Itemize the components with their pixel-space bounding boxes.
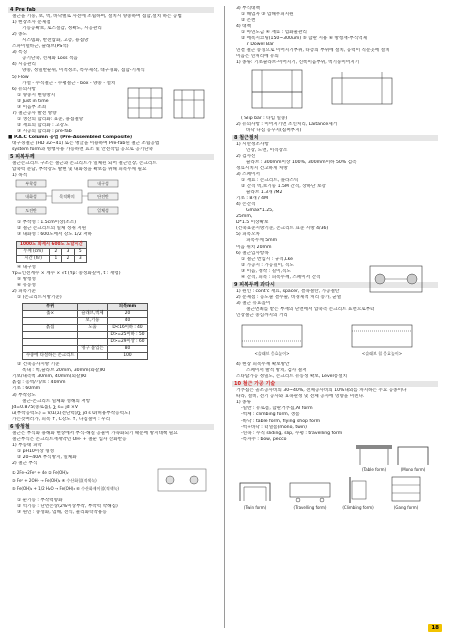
formula: ① 2Fe→2Fe² + 4e ② Fe(OH)₂ [12, 470, 69, 476]
text-line: 4) 대책 [236, 24, 252, 30]
text-line: ① 아연도금 ④ 재료 : 염화물관리 [241, 30, 307, 36]
purpose-node: 내구성 [97, 181, 109, 187]
cover-table [22, 303, 148, 360]
purpose-diagram [8, 179, 128, 217]
table-row [17, 248, 87, 255]
table-cell [78, 332, 107, 339]
cover-body [8, 161, 214, 179]
text-line: 1) 부동태 피막 [12, 442, 42, 448]
text-line: 가설 - 수직철근 - 수평철근 - box - 양중 - 설치 [22, 80, 116, 86]
text-line: 1) 원인 : cont'c 재료, spacer, 결속철탄, 가공철탄 [236, 288, 340, 294]
formula: ⑤ Fe(OH)₂ + 1/2 H₂O → Fe(OH)₃ ⑥ 수산화제이철(적색녹) [12, 486, 119, 492]
figure-caption: <슬래브 응효높이> [254, 351, 290, 357]
text-line: ③ 원인 : 중성화, 염해, 전식, 물리화학작용등 [17, 510, 107, 516]
table-cell: 흙× [23, 310, 78, 317]
text-line: -벽체 : climbing form, 갱폼 [241, 412, 300, 418]
text-line: 공기단축, 선제화 Loss 적음 [22, 56, 78, 62]
text-line: 시스템화, 반전압화, 고층, 용접망 [22, 38, 89, 44]
pac-body [8, 141, 214, 153]
text-line: 연결 철근 증징으로 이어지기부위, 타층의 부위에 설치, 응력이 직문곳에 설치 [236, 48, 390, 54]
text-line: ① 부착성 : 1.5cm이상(조소) [17, 220, 77, 226]
section-title-formwork: 10 철근 가공 기술 [232, 381, 438, 387]
text-line: 3) 스페이서 [236, 171, 260, 177]
text-line: 기초 : 60mm [12, 386, 41, 392]
table-cell: 5 [74, 248, 86, 255]
table-cell [78, 339, 107, 346]
text-line: 철근콘크리트 구조는 철근과 콘크리트가 일체된 되어 철근인장, 콘크리트 [12, 161, 157, 167]
text-line: 철근을 기둥, 보, 벽, 바닥별로 사전에 조립하여, 설치시 양중하여 접합,설치 하는 공법 [12, 14, 182, 20]
text-line: 4) 시공관리 [12, 62, 36, 68]
gang-form-figure [392, 477, 420, 501]
table-row [23, 332, 148, 339]
text-line: 4) 현장 피복두께 확보방안 [236, 362, 290, 368]
table-cell [78, 353, 107, 360]
figure-caption: (Gang form) [393, 504, 419, 510]
mono-form-figure [398, 447, 428, 465]
purpose-node: 내화성 [25, 194, 37, 200]
formwork-figures [232, 443, 438, 517]
text-line: ② 에폭시코팅(150~300um) ⑤ 합판 시용 ⑥ 방청재-부식억제 [241, 36, 368, 42]
text-line: 스파이럴바근, 슬래브(PS석) [12, 44, 69, 50]
rust-body [8, 431, 214, 467]
table-row [23, 353, 148, 360]
text-line: ① 철근 번입시 : 규격,Lke [241, 256, 293, 262]
text-line: 7) 철근공사 발전 방향 [12, 110, 57, 116]
text-line: 따라, 설비, 전기 공사와 효속관정 및 전체 공사에 영향을 미친다. [236, 394, 365, 400]
fire-table [16, 241, 87, 263]
formula: ③ Fe² + 2OH- → Fe(OH)₂ ④ 수산화철(적색녹) [12, 478, 97, 484]
cover-building-standards [8, 362, 214, 422]
text-line: 기능공확보, 로스절감, 정확도, 시공관리 [22, 26, 102, 32]
text-line: 철근부식은 콘크리트재재약년 OH- + 철순 입자 산화반응 [12, 436, 127, 442]
text-line: ⑥ 유동성 [17, 282, 36, 288]
text-line: 4) 손간격 [236, 202, 256, 208]
table-cell: 영구 불입는 [78, 346, 107, 353]
text-line: 정료시치지 건고하게 처방 [236, 165, 288, 171]
text-line: 3) 특징 [12, 50, 28, 56]
fire-table-header: 1000도 화재시 600도 도달시간 [17, 241, 87, 248]
table-cell: 3 [74, 255, 86, 262]
text-line: ① 재료 : 콘크리트, 플라스틱 [241, 177, 299, 183]
text-line: 스페이서 발적 방치, 검사 철저 [246, 368, 307, 374]
column-divider [224, 6, 225, 628]
formwork-body [232, 388, 438, 442]
section-title-rebar-placement: 8 철근절치 [232, 135, 438, 141]
text-line: -특자주 : bow, pecco [241, 436, 287, 442]
text-line: 1) 시만정조사항 [236, 141, 269, 147]
rust-countermeasures [232, 6, 438, 66]
text-line: ② 역기능 : 단면손상(2%이상부착, 부착력 약해짐) [17, 504, 118, 510]
table-cell [23, 318, 78, 325]
text-line: 슬라브 1.3개 /M2 [246, 190, 283, 196]
text-line: -연속 : 수직 sliding, slip, 수평 : travelling form [241, 430, 343, 436]
text-line: 슬라브 : 300mm이상 100%, 300mm이하 50% 검측 [246, 159, 357, 165]
text-line: ④ 내구성 [17, 264, 36, 270]
text-line: ② 건축공사시방 기준 [17, 362, 60, 368]
text-line: 6) 유의사항 [12, 86, 36, 92]
cover-assurance [232, 362, 438, 380]
text-line: ② Just in time [17, 98, 49, 104]
rust-effects [8, 498, 214, 516]
text-line: ① 해염자 ③ 염해무피지원 [241, 12, 294, 18]
figure-caption: (Twin form) [243, 504, 267, 510]
text-line: ① 순기능 : 부작력향화 [17, 498, 63, 504]
table-cell: 수중에 타설하는 콘크리트 [23, 353, 78, 360]
table-cell [23, 332, 78, 339]
figure-caption: (Climbing form) [342, 504, 374, 510]
text-line: 7 Dowel Bar [246, 42, 274, 48]
table-cell: 흙접 [23, 325, 78, 332]
text-line: 3) 철근 유효높이 [236, 300, 271, 306]
figure-caption: (Mono form) [400, 466, 426, 472]
purpose-node: 단전반 [97, 194, 109, 200]
text-line: ① 양중시 변형방지 [17, 92, 56, 98]
text-line: 옥내 : 벽,슬라브 20mm, 30mm(와갈)KI [22, 368, 106, 374]
dowel-notes [232, 122, 438, 134]
table-cell: 20 [107, 310, 148, 317]
text-line: Jd=0.875(중로롤), ∑ s= jd ×V [12, 404, 78, 410]
table-cell [78, 303, 107, 310]
text-line: (건축표준시방기준, 콘크리트 표준 시방 4/36) [236, 226, 329, 232]
text-line: ① (콘크리트시방기준) [17, 294, 62, 300]
table-cell: D<16이하 : 40 [107, 325, 148, 332]
text-line: 인장, 도면, 이격장소 [246, 147, 288, 153]
table-cell [23, 346, 78, 353]
purpose-node: 도전반 [25, 208, 37, 214]
table-cell: 피복mm [107, 303, 148, 310]
text-line: 가는것여러가, 피복 ↑, C강도 ↑, 다짐철이 : 우리 [12, 416, 111, 422]
spacing-figure [366, 262, 426, 296]
table-cell: 시간 (hr) [17, 255, 50, 262]
table-cell: 부위 [23, 303, 78, 310]
table-row [17, 255, 87, 262]
text-line: 3) 부식대책 [236, 6, 260, 11]
text-line: ③ 시공의 합리화 : pre-fab [17, 128, 72, 134]
climbing-form-figure [350, 477, 366, 503]
text-line: -벽+바닥 : 터널폼(mono, twin) [241, 424, 307, 430]
text-line: 2) 철근 부식 [12, 461, 38, 467]
text-line: 5) Flow [12, 74, 29, 80]
text-line: 1) 종류: 기초슬라브-이어지기, 신쪽이음부위, 벽기둥이어지기 [236, 60, 360, 66]
table-cell: 슬래브,벽체 [78, 310, 107, 317]
text-line: 거푸집은 골조공사비의 30~40%, 전체공사비의 10%내외를 차지하는 주요 공종이다 [236, 388, 407, 394]
purpose-center: 목적확의 [59, 194, 75, 200]
text-line: 1) 목적 [12, 173, 28, 179]
left-column [8, 6, 214, 516]
table-cell: D>=29이상 : 60 [107, 339, 148, 346]
text-line: 스타탑가공 정밀도, 콘크리트 유동성 확보, Level봉설치 [236, 374, 348, 380]
text-line: 철근면최를 받는 부재의 단면에서 압축측 콘크리트 표면으로부터 [246, 306, 375, 312]
text-line: ③ 내화성 : 600도에서 강도 1/2 저하 [17, 232, 92, 238]
text-line: 기보/내측벽 30mm, 40mm(외갈)KI [12, 374, 87, 380]
text-line: -일반 : 유로폼, 합판거푸집,AI form [241, 406, 313, 412]
text-line: 5) 피복오차 [236, 232, 260, 238]
table-cell: 두께 (cm) [17, 248, 50, 255]
table-row [23, 346, 148, 353]
text-line: ② 철근 콘크리트의 일체 성취 지원 [17, 226, 87, 232]
table-cell: 3 [62, 248, 74, 255]
table-cell [23, 339, 78, 346]
table-cell: D>=25이하 : 50 [107, 332, 148, 339]
text-line: 이음 위치 20mm [236, 244, 272, 250]
text-line: ② 가공시 : 가공길이, 직도 [241, 262, 294, 268]
text-line: ② 온천 [241, 18, 256, 24]
dowel-figure [232, 66, 436, 112]
effective-depth-figure [232, 319, 436, 359]
section-title-prefab: 4 Pre fab [8, 7, 214, 13]
section-title-cover: 5 피복두께 [8, 154, 214, 160]
text-line: ③ 이음, 정착 : 길이,직도 [241, 268, 291, 274]
right-column [232, 6, 438, 520]
text-line: 흙접 : 옹벽/기/보 : 40mm [12, 380, 66, 386]
text-line: 2) 피복기준 [12, 288, 36, 294]
page-number: 18 [428, 624, 442, 632]
text-line: 3) 부착강도 [12, 392, 36, 398]
purpose-node: 부착성 [25, 181, 37, 187]
figure-caption: (Travelling form) [293, 504, 327, 510]
text-line: ① 생산의 합리화: 표준, 용접철망 [17, 116, 84, 122]
purpose-node: 일체성 [97, 208, 109, 214]
text-line: 2) 종도 [12, 32, 28, 38]
twin-form-figure [240, 483, 270, 501]
text-line: ② 재료의 합리화 : 고강도 [17, 122, 69, 128]
text-line: 기초 : 8개 / 4M [236, 196, 269, 202]
text-line: 양중, 정밀반순위, 이적정소, 특수제작, 대구경화, 접합-기계식 [22, 68, 145, 74]
text-line: 대구경철근 (HD 32~41) 또는 앵글을 이용하여 Pre-fab된 철근 조립공법 [12, 141, 160, 147]
text-line: 바닥 다짐 응꾸지(집쩌부지) [246, 127, 302, 133]
table-row [23, 339, 148, 346]
figure-caption: (Table form) [361, 466, 387, 472]
text-line: 2) 유의사항 : 이어지기면 조인처리, Laitance제거 [236, 121, 338, 127]
table-cell: 보,기둥 [78, 318, 107, 325]
slip-bar-caption: ( Slip bar : 타임 일중) [241, 115, 288, 121]
text-line: 철근-콘크리트 일체화 성해의 저항 [22, 398, 91, 404]
table-row [23, 325, 148, 332]
text-line: 6) 철근입사항목 [236, 250, 269, 256]
text-line: ④ 간격, 피복 : 피복두께, 스페이서 간격 [241, 274, 321, 280]
text-line: 압축력 분담, 부착강도 발현 및 내화성을 확보를 위해 피복두께 필요 [12, 167, 147, 173]
text-line: system form과 병행사용 가능하면 효소 및 안전작업 공으로 공기단축 [12, 147, 154, 153]
text-line: ① pH10이상 형성 [17, 448, 55, 454]
rebar-placement-body [232, 142, 438, 281]
text-line: -바닥 : table form, flying shop form [241, 418, 321, 424]
text-line: u(부착응력도) = V/Σ(Σ(전단력)/∑ jd s U(허용부착응력도) [12, 410, 131, 416]
section-title-rust: 6 방청철 [8, 424, 214, 430]
rust-figure [8, 467, 212, 495]
cover-standards [8, 265, 214, 301]
table-cell: 40 [107, 318, 148, 325]
table-cell: 2 [62, 255, 74, 262]
text-line: 2) 문제점 : 응도줄 결수줄, 비경제적 처리 증가, 균열 [236, 294, 342, 300]
text-line: 인장철근 중심까지의 거리 [236, 313, 288, 319]
table-cell: 80 [107, 346, 148, 353]
travelling-form-figure [290, 483, 330, 502]
text-line: ⑤ 방청성 [17, 276, 36, 282]
text-line: ② 간격 벽,보기둥 1.5M 간격, 상하단 보강 [241, 184, 326, 190]
table-cell: 2 [50, 248, 62, 255]
text-line: Gmax*1.25, [246, 208, 274, 214]
text-line: ② 20~40A 부식방지, 일체화 [17, 455, 77, 460]
cover-purpose-items [8, 220, 214, 238]
text-line: 2) 검사신 [236, 153, 256, 159]
text-line: 1) 종류 [236, 400, 252, 406]
table-form-figure [356, 445, 392, 465]
prefab-figure [124, 84, 214, 124]
table-cell: 노출 [78, 325, 107, 332]
table-cell: 1 [50, 255, 62, 262]
figure-caption: <슬래브 철 응효높이> [361, 351, 403, 357]
text-line: 피복두께 5mm [246, 238, 278, 244]
table-row [23, 310, 148, 317]
section-title-excess-cover: 9 피복두께 과다시 [232, 282, 438, 288]
text-line: 이음은 연처리에 유의 [236, 54, 279, 60]
table-row [23, 318, 148, 325]
text-line: Yp=인전계수 × 계수 × √t (Yp: 중성화깊이, t : 재령) [12, 270, 121, 276]
text-line: 철근은 부식화 용해화 현상에서 부식-해질 공물이 가속화되기 때문에 방지대책 필요 [12, 430, 178, 436]
table-cell: 100 [107, 353, 148, 360]
text-line: 1) 현장조사 문제점 [12, 20, 51, 26]
text-line: D*1.5 이상확보 [236, 220, 269, 226]
text-line: 25mm, [236, 214, 253, 220]
text-line: ③ 이음부 조쇠 [17, 104, 47, 110]
pac-title: ■ P.A.C Column 공법 (Pre-Assembled Composite) [8, 134, 133, 140]
